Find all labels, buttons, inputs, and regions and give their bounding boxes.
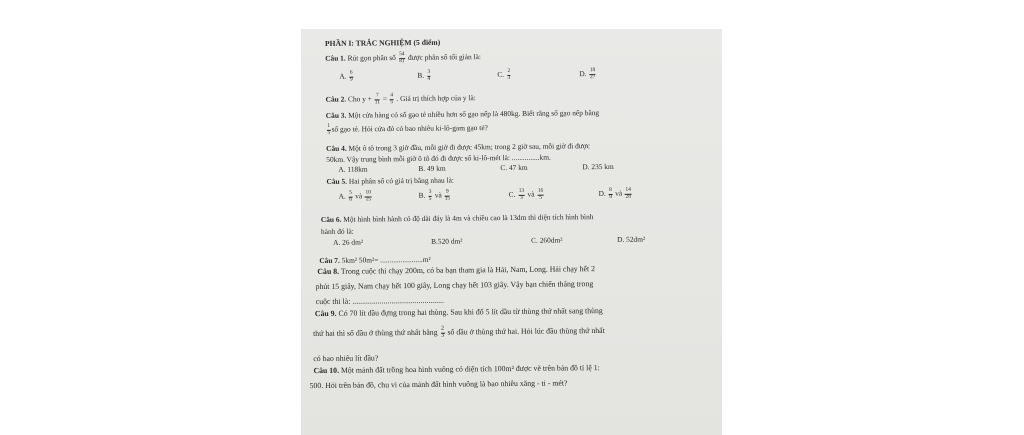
question-4: Câu 4. Một ô tô trong 3 giờ đầu, mỗi giờ đi được 45km; trong 2 giờ sau, mỗi giờ đi được	[326, 141, 591, 153]
q4-option-a: A. 118km	[338, 164, 368, 174]
q1-option-b: B. $\frac{3}{4}$	[417, 68, 431, 82]
worksheet-page	[301, 29, 722, 435]
q6-option-a: A. 26 dm²	[333, 237, 364, 247]
question-5: Câu 5. Hai phân số có giá trị bằng nhau là:	[326, 175, 455, 186]
question-9: Câu 9. Có 70 lít dầu đựng trong hai thùng. Sau khi đổ 5 lít dầu từ thùng thứ nhất sang thùng	[314, 306, 603, 319]
q5-option-b: B. $\frac{3}{5}$ và $\frac{9}{15}$	[418, 188, 451, 202]
question-9-line-3: có bao nhiêu lít dầu?	[313, 353, 379, 364]
question-3-line-2: $\frac{1}{5}$ số gạo tẻ. Hỏi cửa đó có bao nhiêu ki-lô-gam gạo tẻ?	[327, 122, 488, 136]
question-7: Câu 7. 5km² 50m²= .......................m²	[319, 254, 431, 266]
question-4-line-2: 50km. Vậy trung bình mỗi giờ ô tô đó đi được số ki-lô-mét là: ...............km.	[326, 152, 551, 164]
q5-option-c: C. $\frac{13}{3}$ và $\frac{16}{5}$	[508, 187, 544, 201]
q1-option-a: A. $\frac{6}{9}$	[339, 69, 353, 83]
question-6: Câu 6. Một hình bình hành có độ dài đáy là 4m và chiều cao là 13dm thì diện tích hình bình	[320, 212, 594, 224]
question-10: Câu 10. Một mảnh đất trồng hoa hình vuông có diện tích 100m² được vẽ trên bản đồ tỉ lệ 1:	[313, 363, 600, 376]
q6-option-d: D. 52dm²	[617, 234, 646, 244]
q4-option-b: B. 49 km	[418, 163, 446, 173]
q6-option-b: B.520 dm²	[431, 236, 463, 246]
q4-option-c: C. 47 km	[500, 162, 528, 173]
q4-option-d: D. 235 km	[582, 161, 614, 172]
q5-option-a: A. $\frac{5}{8}$ và $\frac{10}{15}$	[338, 189, 372, 203]
question-8: Câu 8. Trong cuộc thi chạy 200m, có ba bạn tham gia là Hải, Nam, Long. Hải chạy hết 2	[317, 264, 596, 277]
section-title: PHẦN I: TRẮC NGHIỆM (5 điểm)	[324, 37, 441, 48]
question-2: Câu 2. Cho y + $\frac{7}{11}$ = $\frac{4}{5}$ . Giá trị thích hợp của y là:	[325, 92, 476, 106]
worksheet-photo	[301, 29, 722, 435]
question-3: Câu 3. Một cửa hàng có số gạo tẻ nhiều hơn số gạo nếp là 480kg. Biết rằng số gạo nếp bằng	[325, 108, 600, 120]
question-10-line-2: 500. Hỏi trên bản đồ, chu vi của mảnh đất hình vuông là bao nhiêu xăng - ti - mét?	[309, 378, 568, 391]
question-6-line-2: hành đó là:	[320, 226, 354, 236]
q5-option-d: D. $\frac{8}{9}$ và $\frac{14}{28}$	[598, 186, 632, 200]
question-1: Câu 1. Rút gọn phân số $\frac{54}{81}$ được phân số tối giản là:	[325, 51, 481, 64]
q6-option-c: C. 260dm²	[531, 235, 563, 245]
question-9-line-2: thứ hai thì số dầu ở thùng thứ nhất bằng $\frac{2}{3}$ số dầu ở thùng thứ hai. Hỏi lúc đầu thùng thứ nhất	[313, 325, 605, 339]
q1-option-c: C. $\frac{2}{3}$	[497, 68, 511, 81]
q1-option-d: D. $\frac{18}{27}$	[579, 67, 596, 80]
question-8-line-2: phút 15 giây, Nam chạy hết 100 giây, Long chạy hết 103 giây. Vậy bạn chiến thắng trong	[315, 279, 594, 292]
q1-fraction: $\frac{54}{81}$	[399, 51, 405, 64]
question-8-line-3: cuộc thi là: ...............................................	[315, 295, 444, 307]
